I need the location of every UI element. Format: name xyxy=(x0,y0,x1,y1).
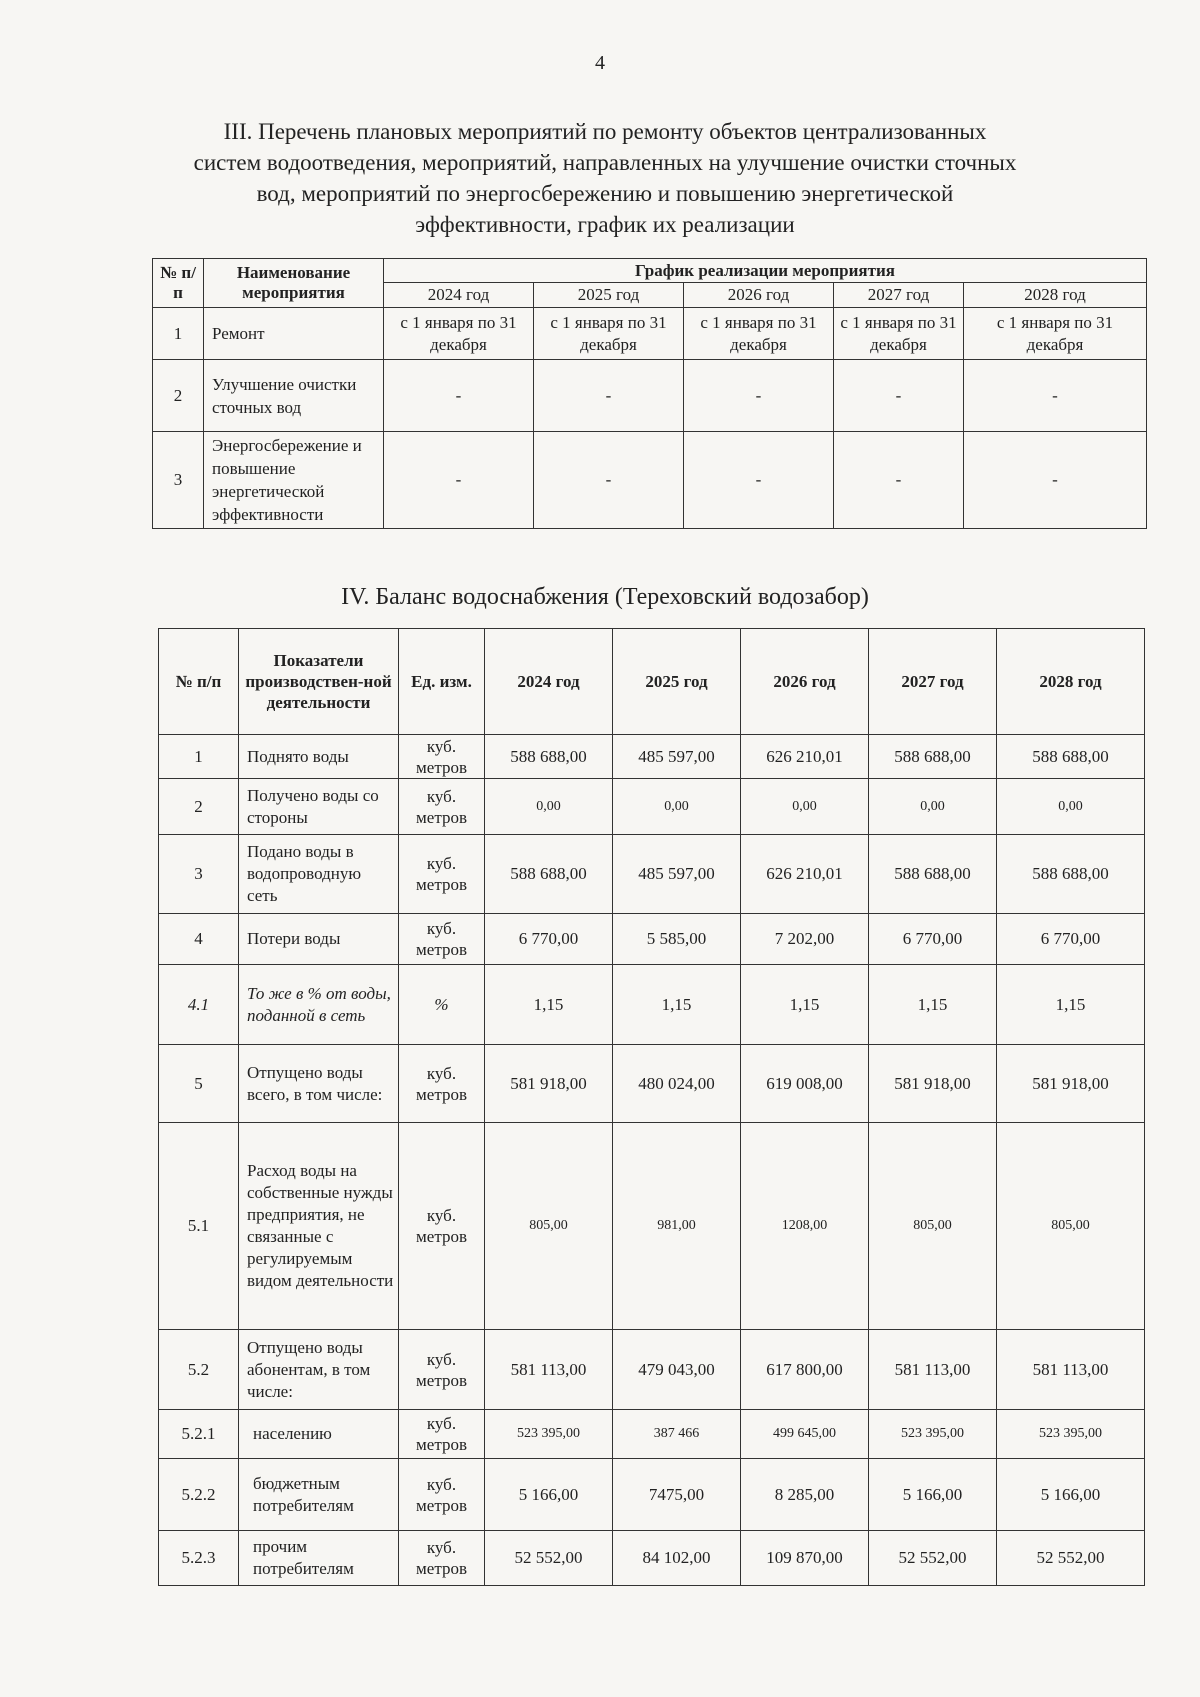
value-cell: 485 597,00 xyxy=(613,735,741,779)
value-cell: 588 688,00 xyxy=(997,735,1145,779)
value-cell: 6 770,00 xyxy=(997,914,1145,965)
value-cell: 499 645,00 xyxy=(741,1410,869,1459)
measures-schedule-table xyxy=(152,258,1147,529)
row-num: 4 xyxy=(159,914,239,965)
unit-cell: куб. метров xyxy=(399,779,485,835)
value-cell: 588 688,00 xyxy=(485,835,613,914)
unit-cell: куб. метров xyxy=(399,1330,485,1410)
value-cell: 523 395,00 xyxy=(485,1410,613,1459)
value-cell: 1,15 xyxy=(869,965,997,1045)
header-indicator: Показатели производствен-ной деятельности xyxy=(239,629,399,735)
table-row xyxy=(159,1123,1145,1330)
value-cell: 523 395,00 xyxy=(997,1410,1145,1459)
value-cell: 109 870,00 xyxy=(741,1531,869,1586)
indicator-name: населению xyxy=(239,1410,399,1459)
value-cell: 5 166,00 xyxy=(869,1459,997,1531)
value-cell: 5 166,00 xyxy=(485,1459,613,1531)
value-cell: 581 113,00 xyxy=(485,1330,613,1410)
table-row xyxy=(153,308,1147,360)
value-cell: 581 918,00 xyxy=(997,1045,1145,1123)
header-year: 2028 год xyxy=(964,283,1147,308)
header-year: 2027 год xyxy=(834,283,964,308)
value-cell: 619 008,00 xyxy=(741,1045,869,1123)
value-cell: 588 688,00 xyxy=(869,735,997,779)
header-year: 2026 год xyxy=(684,283,834,308)
section-4-title: IV. Баланс водоснабжения (Тереховский водозабор) xyxy=(341,584,869,610)
dash-cell: - xyxy=(384,432,534,529)
table-row xyxy=(159,1531,1145,1586)
value-cell: 1,15 xyxy=(741,965,869,1045)
value-cell: 52 552,00 xyxy=(485,1531,613,1586)
header-year: 2024 год xyxy=(485,629,613,735)
dash-cell: - xyxy=(834,432,964,529)
value-cell: 1,15 xyxy=(613,965,741,1045)
dash-cell: - xyxy=(684,360,834,432)
table-row xyxy=(159,1045,1145,1123)
value-cell: 0,00 xyxy=(613,779,741,835)
header-measure-name: Наименование мероприятия xyxy=(204,259,384,308)
table-row xyxy=(153,360,1147,432)
dash-cell: - xyxy=(534,432,684,529)
value-cell: 588 688,00 xyxy=(869,835,997,914)
period-cell: с 1 января по 31 декабря xyxy=(384,308,534,360)
indicator-name: Расход воды на собственные нужды предприятия, не связанные с регулируемым видом деятельности xyxy=(239,1123,399,1330)
unit-cell: куб. метров xyxy=(399,1123,485,1330)
value-cell: 0,00 xyxy=(741,779,869,835)
value-cell: 581 918,00 xyxy=(869,1045,997,1123)
value-cell: 52 552,00 xyxy=(997,1531,1145,1586)
value-cell: 6 770,00 xyxy=(869,914,997,965)
period-cell: с 1 января по 31 декабря xyxy=(684,308,834,360)
value-cell: 52 552,00 xyxy=(869,1531,997,1586)
header-year: 2028 год xyxy=(997,629,1145,735)
table-row xyxy=(159,835,1145,914)
measure-name: Ремонт xyxy=(204,308,384,360)
value-cell: 7 202,00 xyxy=(741,914,869,965)
indicator-name: То же в % от воды, поданной в сеть xyxy=(239,965,399,1045)
value-cell: 523 395,00 xyxy=(869,1410,997,1459)
header-schedule: График реализации мероприятия xyxy=(384,259,1147,283)
header-year: 2025 год xyxy=(534,283,684,308)
value-cell: 626 210,01 xyxy=(741,835,869,914)
unit-cell: куб. метров xyxy=(399,1459,485,1531)
value-cell: 5 166,00 xyxy=(997,1459,1145,1531)
table-row xyxy=(159,735,1145,779)
row-num: 1 xyxy=(153,308,204,360)
indicator-name: прочим потребителям xyxy=(239,1531,399,1586)
value-cell: 6 770,00 xyxy=(485,914,613,965)
row-num: 3 xyxy=(153,432,204,529)
header-year: 2024 год xyxy=(384,283,534,308)
value-cell: 805,00 xyxy=(869,1123,997,1330)
value-cell: 5 585,00 xyxy=(613,914,741,965)
value-cell: 480 024,00 xyxy=(613,1045,741,1123)
value-cell: 626 210,01 xyxy=(741,735,869,779)
row-num: 5.2 xyxy=(159,1330,239,1410)
value-cell: 1,15 xyxy=(485,965,613,1045)
dash-cell: - xyxy=(964,360,1147,432)
value-cell: 1,15 xyxy=(997,965,1145,1045)
section-3-title-line: вод, мероприятий по энергосбережению и повышению энергетической xyxy=(256,181,954,206)
indicator-name: бюджетным потребителям xyxy=(239,1459,399,1531)
dash-cell: - xyxy=(834,360,964,432)
value-cell: 7475,00 xyxy=(613,1459,741,1531)
header-year: 2025 год xyxy=(613,629,741,735)
header-num: № п/п xyxy=(159,629,239,735)
value-cell: 581 113,00 xyxy=(997,1330,1145,1410)
table-row xyxy=(159,1330,1145,1410)
row-num: 5.2.2 xyxy=(159,1459,239,1531)
indicator-name: Отпущено воды всего, в том числе: xyxy=(239,1045,399,1123)
period-cell: с 1 января по 31 декабря xyxy=(834,308,964,360)
indicator-name: Получено воды со стороны xyxy=(239,779,399,835)
water-balance-table xyxy=(158,628,1145,1586)
row-num: 5.2.1 xyxy=(159,1410,239,1459)
dash-cell: - xyxy=(384,360,534,432)
header-unit: Ед. изм. xyxy=(399,629,485,735)
indicator-name: Потери воды xyxy=(239,914,399,965)
dash-cell: - xyxy=(684,432,834,529)
section-3-title-line: III. Перечень плановых мероприятий по ремонту объектов централизованных xyxy=(223,119,987,144)
value-cell: 588 688,00 xyxy=(485,735,613,779)
measure-name: Энергосбережение и повышение энергетической эффективности xyxy=(204,432,384,529)
row-num: 5 xyxy=(159,1045,239,1123)
value-cell: 387 466 xyxy=(613,1410,741,1459)
value-cell: 84 102,00 xyxy=(613,1531,741,1586)
value-cell: 805,00 xyxy=(485,1123,613,1330)
unit-cell: куб. метров xyxy=(399,1045,485,1123)
value-cell: 805,00 xyxy=(997,1123,1145,1330)
value-cell: 0,00 xyxy=(997,779,1145,835)
period-cell: с 1 января по 31 декабря xyxy=(964,308,1147,360)
value-cell: 479 043,00 xyxy=(613,1330,741,1410)
header-year: 2027 год xyxy=(869,629,997,735)
unit-cell: куб. метров xyxy=(399,914,485,965)
unit-cell: % xyxy=(399,965,485,1045)
value-cell: 0,00 xyxy=(485,779,613,835)
value-cell: 8 285,00 xyxy=(741,1459,869,1531)
table-row xyxy=(159,965,1145,1045)
indicator-name: Отпущено воды абонентам, в том числе: xyxy=(239,1330,399,1410)
table-row xyxy=(159,1410,1145,1459)
dash-cell: - xyxy=(534,360,684,432)
unit-cell: куб. метров xyxy=(399,1531,485,1586)
measure-name: Улучшение очистки сточных вод xyxy=(204,360,384,432)
value-cell: 617 800,00 xyxy=(741,1330,869,1410)
section-3-title-line: систем водоотведения, мероприятий, направленных на улучшение очистки сточных xyxy=(193,150,1017,175)
section-3-title xyxy=(140,116,1070,240)
row-num: 4.1 xyxy=(159,965,239,1045)
value-cell: 0,00 xyxy=(869,779,997,835)
page-number: 4 xyxy=(595,52,605,74)
row-num: 5.1 xyxy=(159,1123,239,1330)
indicator-name: Поднято воды xyxy=(239,735,399,779)
header-year: 2026 год xyxy=(741,629,869,735)
section-3-title-line: эффективности, график их реализации xyxy=(415,212,795,237)
row-num: 3 xyxy=(159,835,239,914)
row-num: 1 xyxy=(159,735,239,779)
table-row xyxy=(159,1459,1145,1531)
unit-cell: куб. метров xyxy=(399,1410,485,1459)
unit-cell: куб. метров xyxy=(399,835,485,914)
table-row xyxy=(153,432,1147,529)
row-num: 5.2.3 xyxy=(159,1531,239,1586)
table-row xyxy=(159,914,1145,965)
value-cell: 485 597,00 xyxy=(613,835,741,914)
value-cell: 581 918,00 xyxy=(485,1045,613,1123)
period-cell: с 1 января по 31 декабря xyxy=(534,308,684,360)
table-row xyxy=(159,779,1145,835)
value-cell: 581 113,00 xyxy=(869,1330,997,1410)
row-num: 2 xyxy=(159,779,239,835)
value-cell: 1208,00 xyxy=(741,1123,869,1330)
value-cell: 588 688,00 xyxy=(997,835,1145,914)
header-num: № п/п xyxy=(153,259,204,308)
row-num: 2 xyxy=(153,360,204,432)
indicator-name: Подано воды в водопроводную сеть xyxy=(239,835,399,914)
value-cell: 981,00 xyxy=(613,1123,741,1330)
dash-cell: - xyxy=(964,432,1147,529)
unit-cell: куб. метров xyxy=(399,735,485,779)
